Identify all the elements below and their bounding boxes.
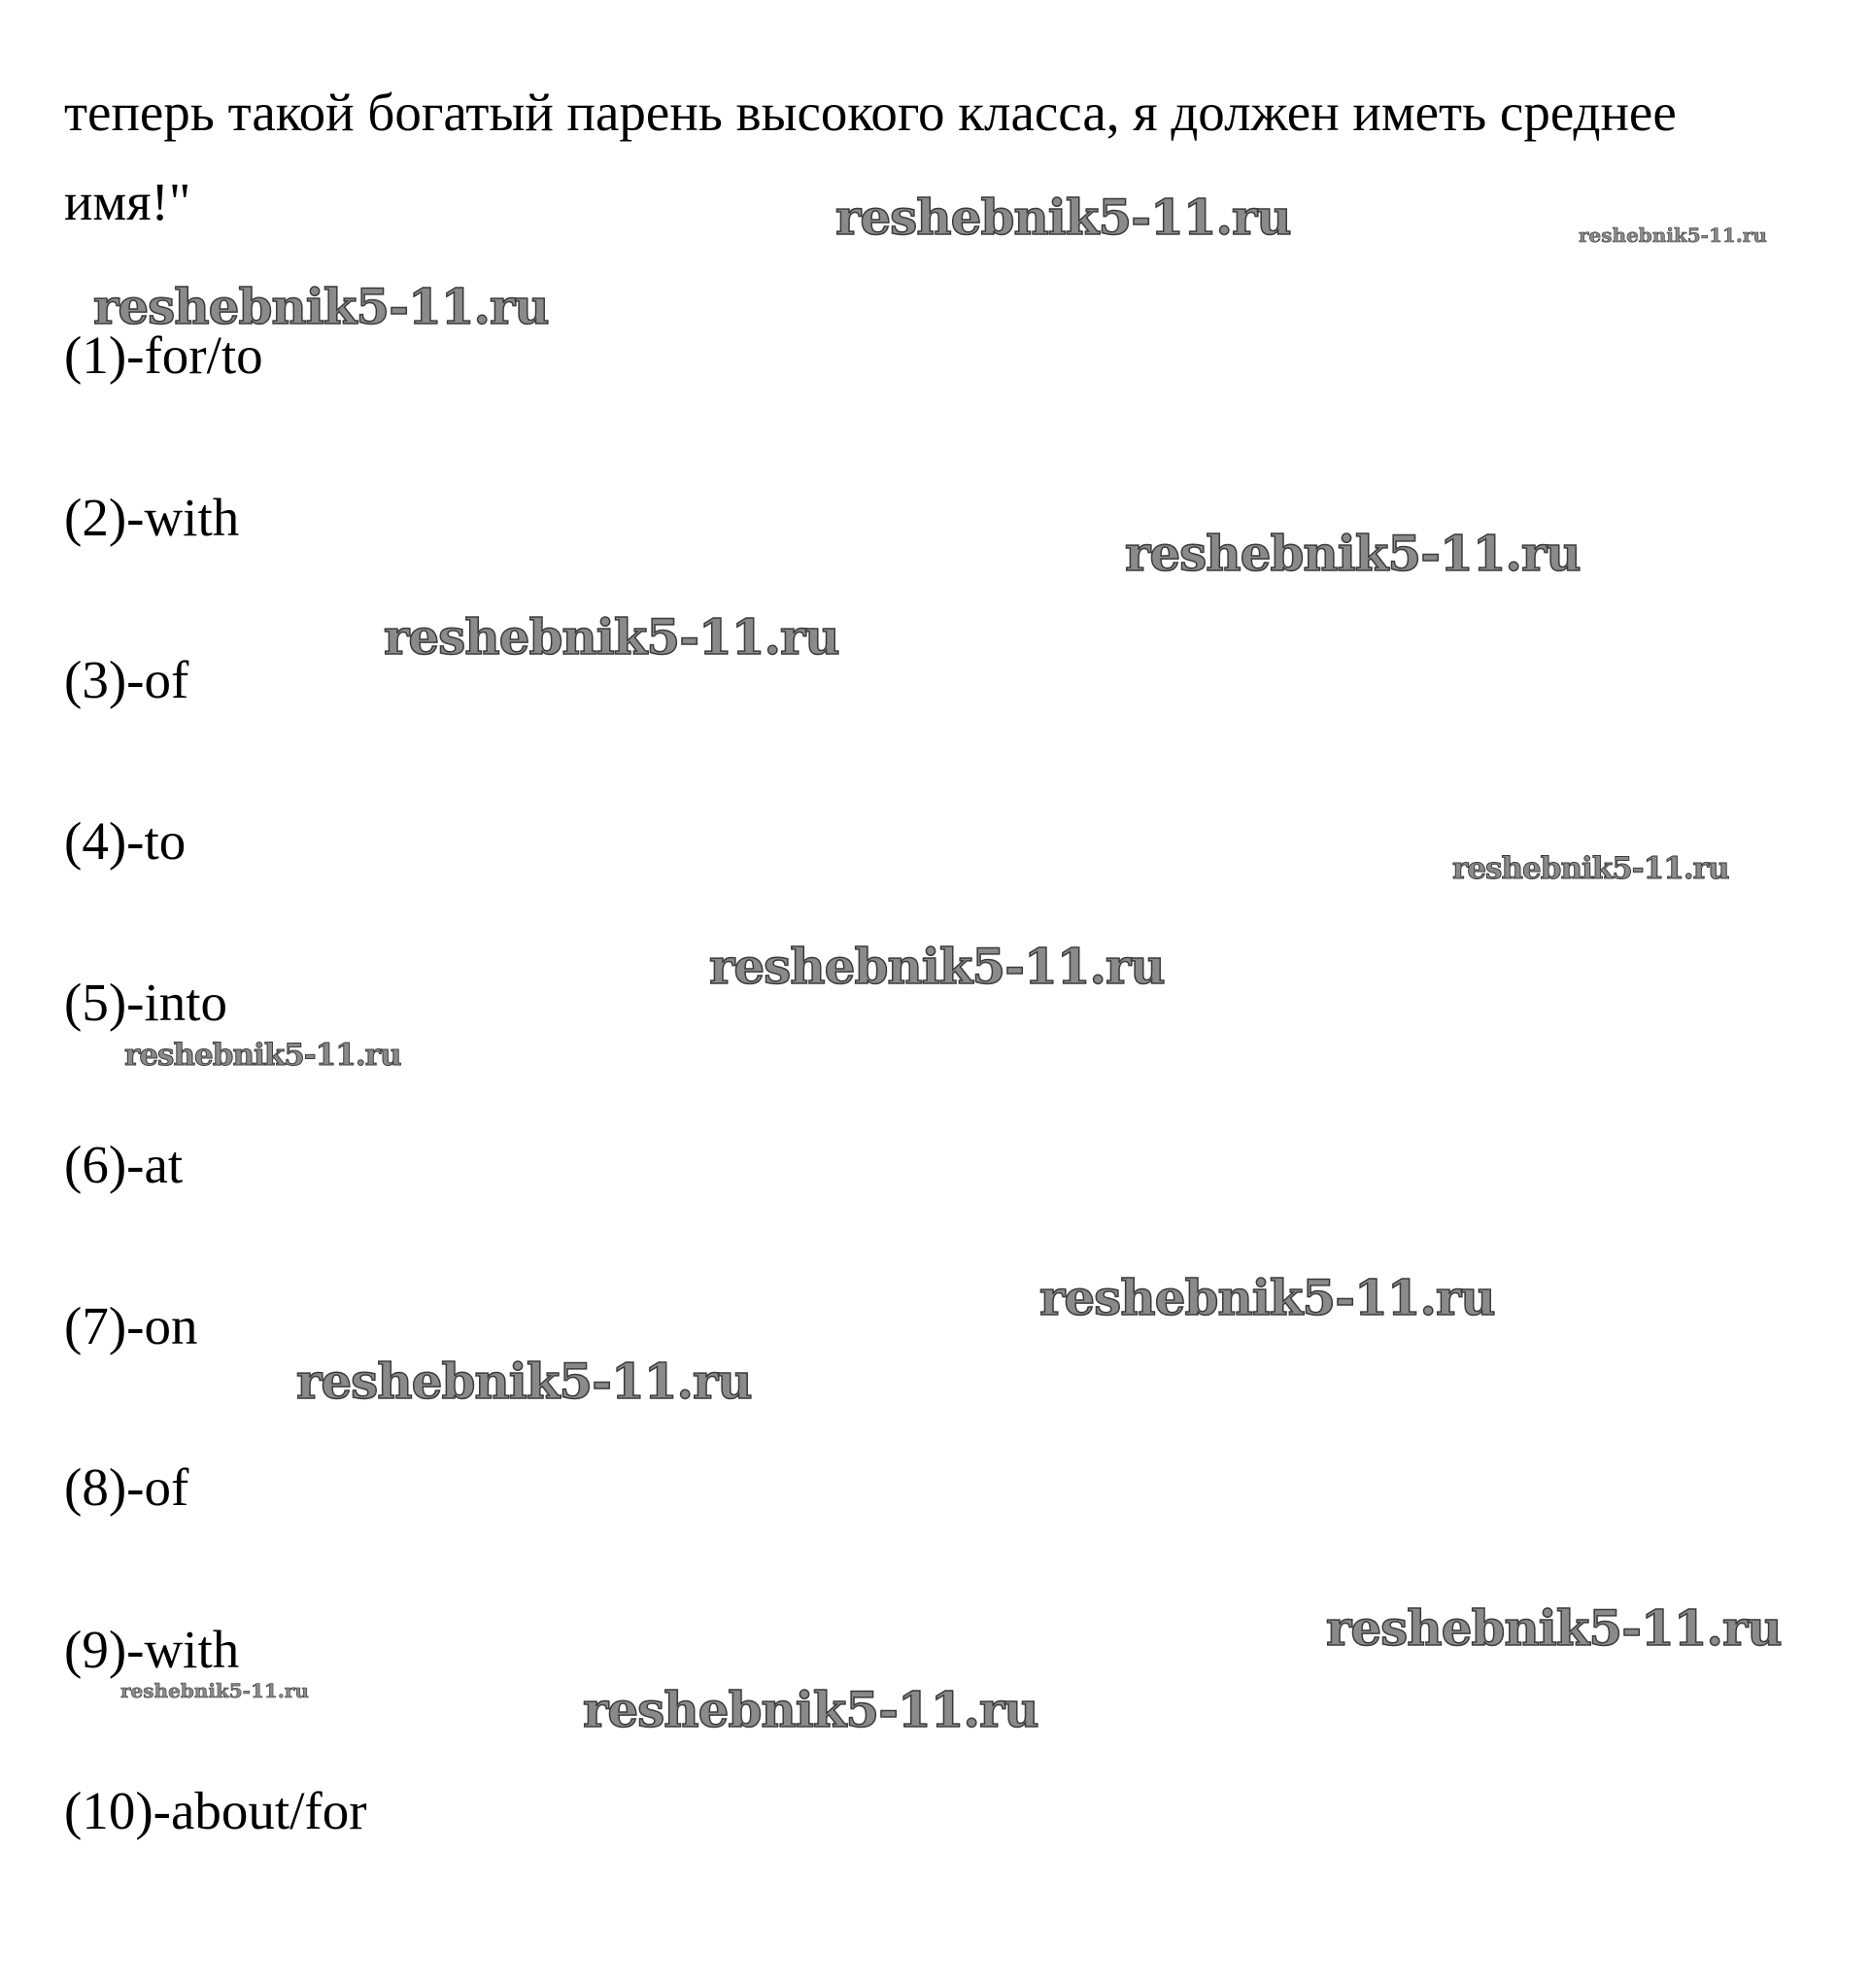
watermark: reshebnik5-11.ru — [1579, 223, 1767, 247]
answer-item-8: (8)-of — [64, 1457, 189, 1517]
watermark: reshebnik5-11.ru — [384, 608, 839, 666]
answer-item-5: (5)-into — [64, 973, 228, 1032]
watermark: reshebnik5-11.ru — [124, 1038, 401, 1073]
answer-item-3: (3)-of — [64, 650, 189, 709]
watermark: reshebnik5-11.ru — [1326, 1599, 1782, 1657]
watermark: reshebnik5-11.ru — [709, 938, 1165, 995]
watermark: reshebnik5-11.ru — [93, 278, 549, 335]
answer-item-7: (7)-on — [64, 1296, 198, 1355]
answer-item-9: (9)-with — [64, 1620, 240, 1679]
watermark: reshebnik5-11.ru — [1039, 1269, 1495, 1326]
watermark: reshebnik5-11.ru — [296, 1353, 752, 1410]
answer-item-1: (1)-for/to — [64, 326, 263, 385]
watermark: reshebnik5-11.ru — [1452, 851, 1729, 886]
answer-item-6: (6)-at — [64, 1135, 184, 1194]
intro-text-line-1: теперь такой богатый парень высокого класса, я должен иметь среднее — [64, 83, 1677, 142]
intro-text-line-2: имя!" — [64, 172, 191, 231]
answer-item-4: (4)-to — [64, 811, 187, 871]
watermark: reshebnik5-11.ru — [583, 1681, 1038, 1738]
answer-item-10: (10)-about/for — [64, 1781, 367, 1840]
watermark: reshebnik5-11.ru — [1125, 525, 1581, 582]
watermark: reshebnik5-11.ru — [120, 1679, 309, 1702]
watermark: reshebnik5-11.ru — [835, 189, 1291, 246]
answer-item-2: (2)-with — [64, 488, 240, 547]
